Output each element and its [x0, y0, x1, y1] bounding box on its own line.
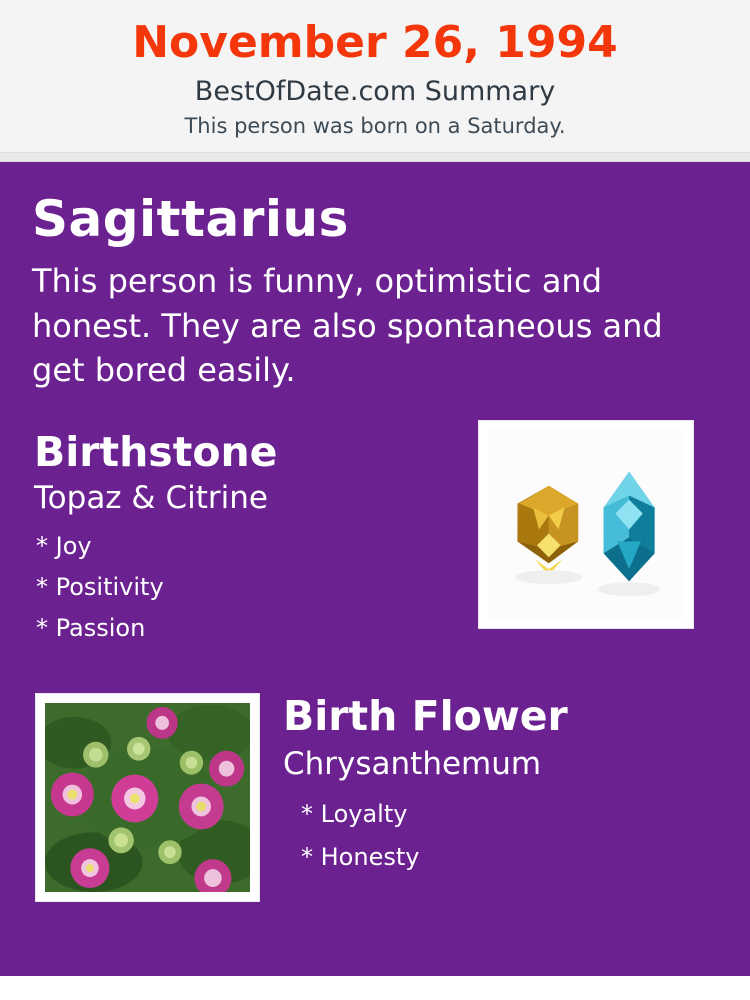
- birth-flower-text: [283, 691, 750, 871]
- birth-flower-trait-1: * Loyalty: [301, 799, 408, 828]
- site-summary-label: BestOfDate.com Summary: [194, 75, 556, 107]
- birthstone-text: [0, 427, 464, 642]
- birth-flower-section: [0, 691, 750, 914]
- birthstone-trait-3: * Passion: [36, 613, 146, 642]
- page-title-date: November 26, 1994: [132, 17, 618, 68]
- birthstone-trait-2: * Positivity: [36, 572, 164, 601]
- birthstone-trait-1: * Joy: [36, 531, 92, 560]
- birth-flower-name: Chrysanthemum: [283, 745, 542, 782]
- header-divider: [0, 152, 750, 162]
- chrysanthemum-photo: [45, 703, 250, 892]
- flower-image-frame: [36, 694, 259, 901]
- zodiac-sign-title: Sagittarius: [32, 190, 349, 249]
- zodiac-description: This person is funny, optimistic and honest. They are also spontaneous and get bored easily.: [32, 262, 663, 389]
- birthstone-topaz-citrine-photo: [488, 430, 684, 619]
- content-panel: [0, 162, 750, 976]
- birth-flower-trait-2: * Honesty: [301, 842, 420, 871]
- birthstone-image-frame: [479, 421, 693, 628]
- birthstone-section: [0, 427, 750, 660]
- birthstone-title: Birthstone: [34, 427, 278, 476]
- header: [0, 0, 750, 152]
- birthstone-names: Topaz & Citrine: [34, 479, 268, 516]
- birth-flower-title: Birth Flower: [283, 691, 568, 740]
- birth-day-note: This person was born on a Saturday.: [184, 114, 566, 139]
